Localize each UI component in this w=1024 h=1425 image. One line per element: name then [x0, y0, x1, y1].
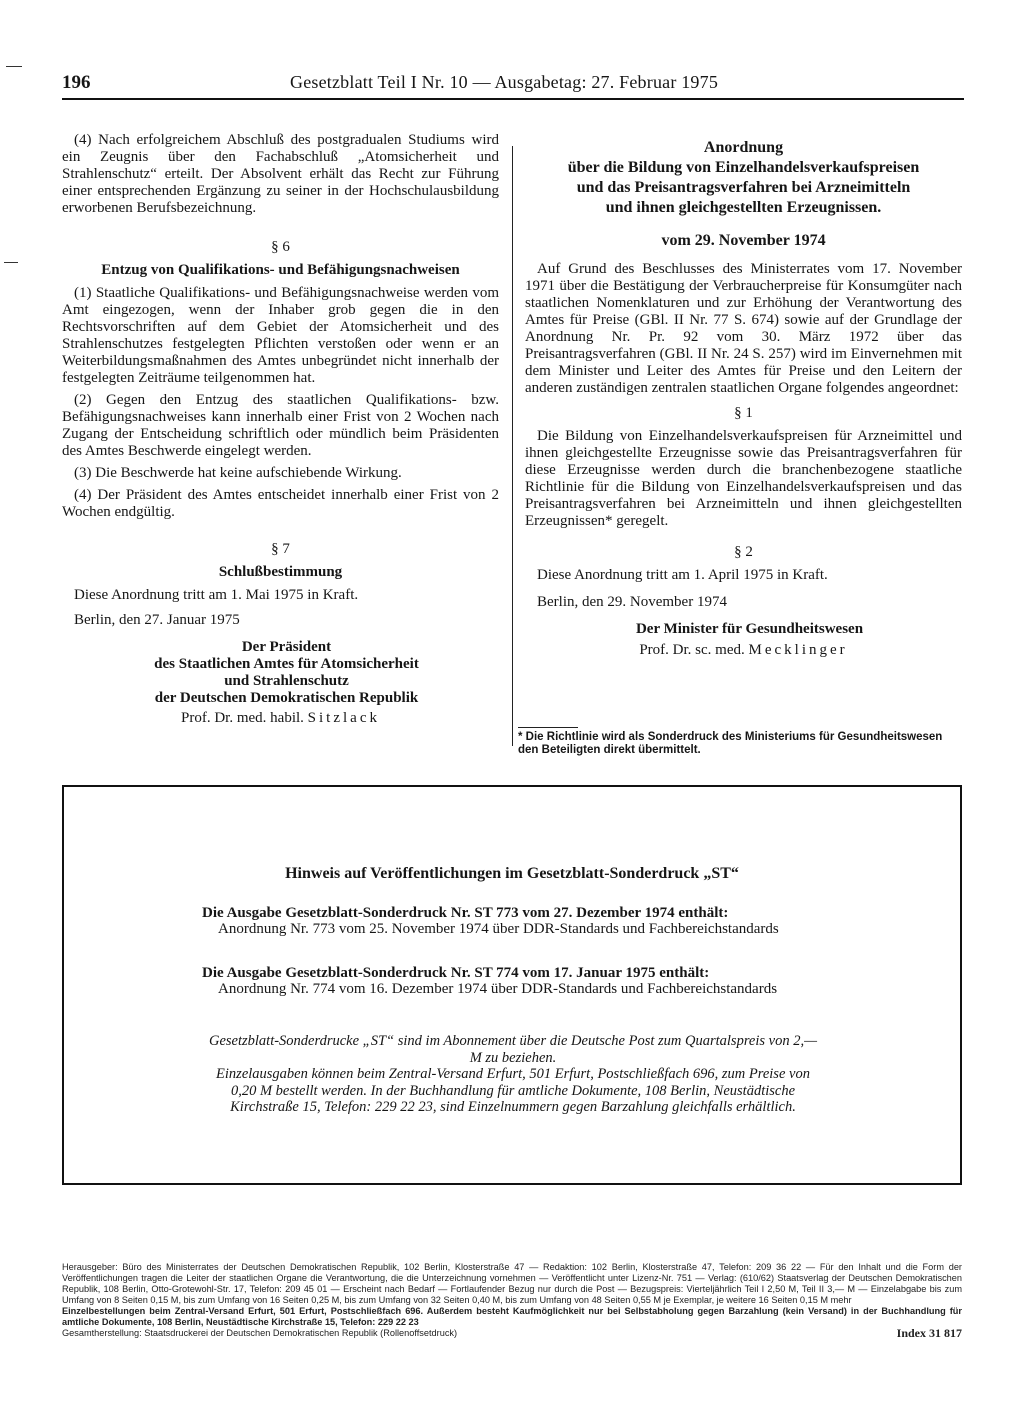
paragraph: Diese Anordnung tritt am 1. Mai 1975 in Kraft. — [74, 587, 359, 603]
signature-title: und Strahlenschutz — [224, 673, 349, 689]
notice-subscription — [202, 1033, 824, 1116]
ordinance-date: vom 29. November 1974 — [661, 232, 826, 249]
footnote-rule — [518, 727, 578, 728]
paragraph: (4) Nach erfolgreichem Abschluß des postgradualen Studiums wird ein Zeugnis über den Fachabschluß „Atomsicherheit und Strahlenschutz“ erteilt. Der Absolvent erhält das Recht zur Führung einer entsprechenden Ergänzung zu seiner in der Hochschulausbildung erworbenen Berufsbezeichnung. — [62, 132, 499, 216]
paragraph: (3) Die Beschwerde hat keine aufschiebende Wirkung. — [74, 465, 402, 481]
notice-entry — [202, 965, 822, 997]
notice-entry-lead: Die Ausgabe Gesetzblatt-Sonderdruck Nr. ST 773 vom 27. Dezember 1974 enthält: — [202, 905, 729, 921]
paragraph: (1) Staatliche Qualifikations- und Befähigungsnachweise werden vom Amt eingezogen, wenn der Inhaber grob gegen die in den Rechtsvorschriften auf dem Gebiet der Atomsicherheit und des Strahlenschutzes festgelegten Pflichten verstoßen oder wenn er an Weiterbildungsmaßnahmen des Amtes unbegründet nicht innerhalb der festgelegten Zeiträume teilgenommen hat. — [62, 285, 499, 386]
header-rule — [62, 98, 964, 100]
section-number: § 2 — [734, 544, 753, 560]
column-divider — [512, 146, 513, 746]
page-number: 196 — [62, 72, 91, 93]
notice-title: Hinweis auf Veröffentlichungen im Gesetzblatt-Sonderdruck „ST“ — [285, 865, 739, 882]
signature-title: der Deutschen Demokratischen Republik — [154, 690, 419, 706]
notice-entry-desc: Anordnung Nr. 773 vom 25. November 1974 über DDR-Standards und Fachbereichstandards — [218, 921, 779, 937]
signature-title: des Staatlichen Amtes für Atomsicherheit — [154, 656, 419, 672]
subscription-text: Gesetzblatt-Sonderdrucke „ST“ sind im Abonnement über die Deutsche Post zum Quartalspreis von 2,— M zu beziehen. — [208, 1033, 817, 1066]
section-title: Entzug von Qualifikations- und Befähigungsnachweisen — [101, 262, 460, 278]
margin-mark — [6, 66, 22, 67]
section-number: § 6 — [271, 239, 290, 255]
footnote: * Die Richtlinie wird als Sonderdruck des Ministeriums für Gesundheitswesen den Beteiligten direkt übermittelt. — [518, 731, 943, 756]
notice-box — [62, 785, 962, 1185]
paragraph: Die Bildung von Einzelhandelsverkaufspreisen für Arzneimittel und ihnen gleichgestellte Erzeugnisse sowie das Preisantragsverfahren für diese Erzeugnisse werden durch die branchenbezogene staatliche Richtlinie für die Bildung von Einzelhandelsverkaufspreisen und das Preisantragsverfahren bei Arzneimitteln und ihnen gleichgestellten Erzeugnissen* geregelt. — [525, 428, 962, 529]
notice-entry — [202, 905, 822, 937]
index-number: Index 31 817 — [896, 1326, 962, 1340]
signatory-name: Sitzlack — [307, 710, 380, 726]
ordinance-title: Anordnung — [703, 139, 784, 156]
imprint-printer: Gesamtherstellung: Staatsdruckerei der Deutschen Demokratischen Republik (Rollenoffsetdruck) — [62, 1328, 458, 1338]
notice-entry-lead: Die Ausgabe Gesetzblatt-Sonderdruck Nr. ST 774 vom 17. Januar 1975 enthält: — [202, 965, 710, 981]
imprint — [62, 1262, 962, 1339]
section-number: § 7 — [271, 541, 290, 557]
left-column — [62, 132, 499, 732]
imprint-printer-row — [62, 1328, 962, 1339]
signature-title: Der Minister für Gesundheitswesen — [635, 621, 864, 637]
signatory-title: Prof. Dr. sc. med. — [639, 642, 745, 658]
paragraph: (2) Gegen den Entzug des staatlichen Qualifikations- bzw. Befähigungsnachweises kann innerhalb einer Frist von 2 Wochen nach Zugang der Entscheidung schriftlich oder mündlich beim Präsidenten des Amtes Beschwerde eingelegt werden. — [62, 392, 499, 459]
right-column — [525, 138, 962, 664]
place-date: Berlin, den 27. Januar 1975 — [74, 612, 240, 628]
notice-entry-desc: Anordnung Nr. 774 vom 16. Dezember 1974 über DDR-Standards und Fachbereichstandards — [218, 981, 778, 997]
margin-mark — [4, 262, 18, 263]
single-copies-text: Einzelausgaben können beim Zentral-Versand Erfurt, 501 Erfurt, Postschließfach 696, zum Preise von 0,20 M bestellt werden. In der Buchhandlung für amtliche Dokumente, 108 Berlin, Neustädtische Kirchstraße 15, Telefon: 229 22 23, sind Einzelnummern gegen Barzahlung gleichfalls erhältlich. — [216, 1066, 810, 1115]
preamble: Auf Grund des Beschlusses des Ministerrates vom 17. November 1971 über die Bestätigung der Verbraucherpreise für Konsumgüter nach staatlichen Nomenklaturen und zur Erhöhung der Verantwortung des Amtes für Preise (GBl. II Nr. 77 S. 674) sowie auf der Grundlage der Anordnung Nr. Pr. 92 vom 30. März 1972 über das Preisantragsverfahren (GBl. II Nr. 24 S. 257) wird im Einvernehmen mit dem Minister und Leiter des Amtes für Preise und den Leitern der anderen zuständigen zentralen staatlichen Organe folgendes angeordnet: — [525, 261, 962, 396]
place-date: Berlin, den 29. November 1974 — [537, 594, 727, 610]
imprint-orders: Einzelbestellungen beim Zentral-Versand Erfurt, 501 Erfurt, Postschließfach 696. Außerdem besteht Kaufmöglichkeit nur bei Selbstabholung gegen Barzahlung (kein Versand) in der Buchhandlung für amtliche Dokumente, 108 Berlin, Neustädtische Kirchstraße 15, Telefon: 229 22 23 — [62, 1306, 962, 1327]
signatory — [525, 642, 962, 659]
section-number: § 1 — [734, 405, 753, 421]
section-title: Schlußbestimmung — [218, 564, 343, 580]
paragraph: Diese Anordnung tritt am 1. April 1975 in Kraft. — [537, 567, 828, 583]
signatory-name: Mecklinger — [748, 642, 848, 658]
signature-title: Der Präsident — [241, 639, 332, 655]
running-head: Gesetzblatt Teil I Nr. 10 — Ausgabetag: 27. Februar 1975 — [290, 72, 719, 92]
paragraph: (4) Der Präsident des Amtes entscheidet innerhalb einer Frist von 2 Wochen endgültig. — [62, 487, 499, 520]
ordinance-title: und ihnen gleichgestellten Erzeugnissen. — [605, 199, 882, 216]
signatory — [62, 710, 499, 727]
signatory-title: Prof. Dr. med. habil. — [181, 710, 304, 726]
ordinance-title: über die Bildung von Einzelhandelsverkaufspreisen — [567, 159, 920, 176]
ordinance-title: und das Preisantragsverfahren bei Arzneimitteln — [576, 179, 911, 196]
imprint-publisher: Herausgeber: Büro des Ministerrates der Deutschen Demokratischen Republik, 102 Berlin, Klosterstraße 47 — Redaktion: 102 Berlin, Klosterstraße 47, Telefon: 209 36 22 — Für den Inhalt und die Form der Veröffentlichungen tragen die Leiter der staatlichen Organe die Verantwortung, die die Unterzeichnung vornehmen — Veröffentlicht unter Lizenz-Nr. 751 — Verlag: (610/62) Staatsverlag der Deutschen Demokratischen Republik, 108 Berlin, Otto-Grotewohl-Str. 17, Telefon: 209 45 01 — Erscheint nach Bedarf — Fortlaufender Bezug nur durch die Post — Bezugspreis: Vierteljährlich Teil I 2,50 M, Teil II 3,— M — Einzelabgabe bis zum Umfang von 8 Seiten 0,15 M, bis zum Umfang von 16 Seiten 0,25 M, bis zum Umfang von 32 Seiten 0,40 M, bis zum Umfang von 48 Seiten 0,55 M je Exemplar, je weitere 16 Seiten 0,15 M mehr — [62, 1262, 962, 1305]
